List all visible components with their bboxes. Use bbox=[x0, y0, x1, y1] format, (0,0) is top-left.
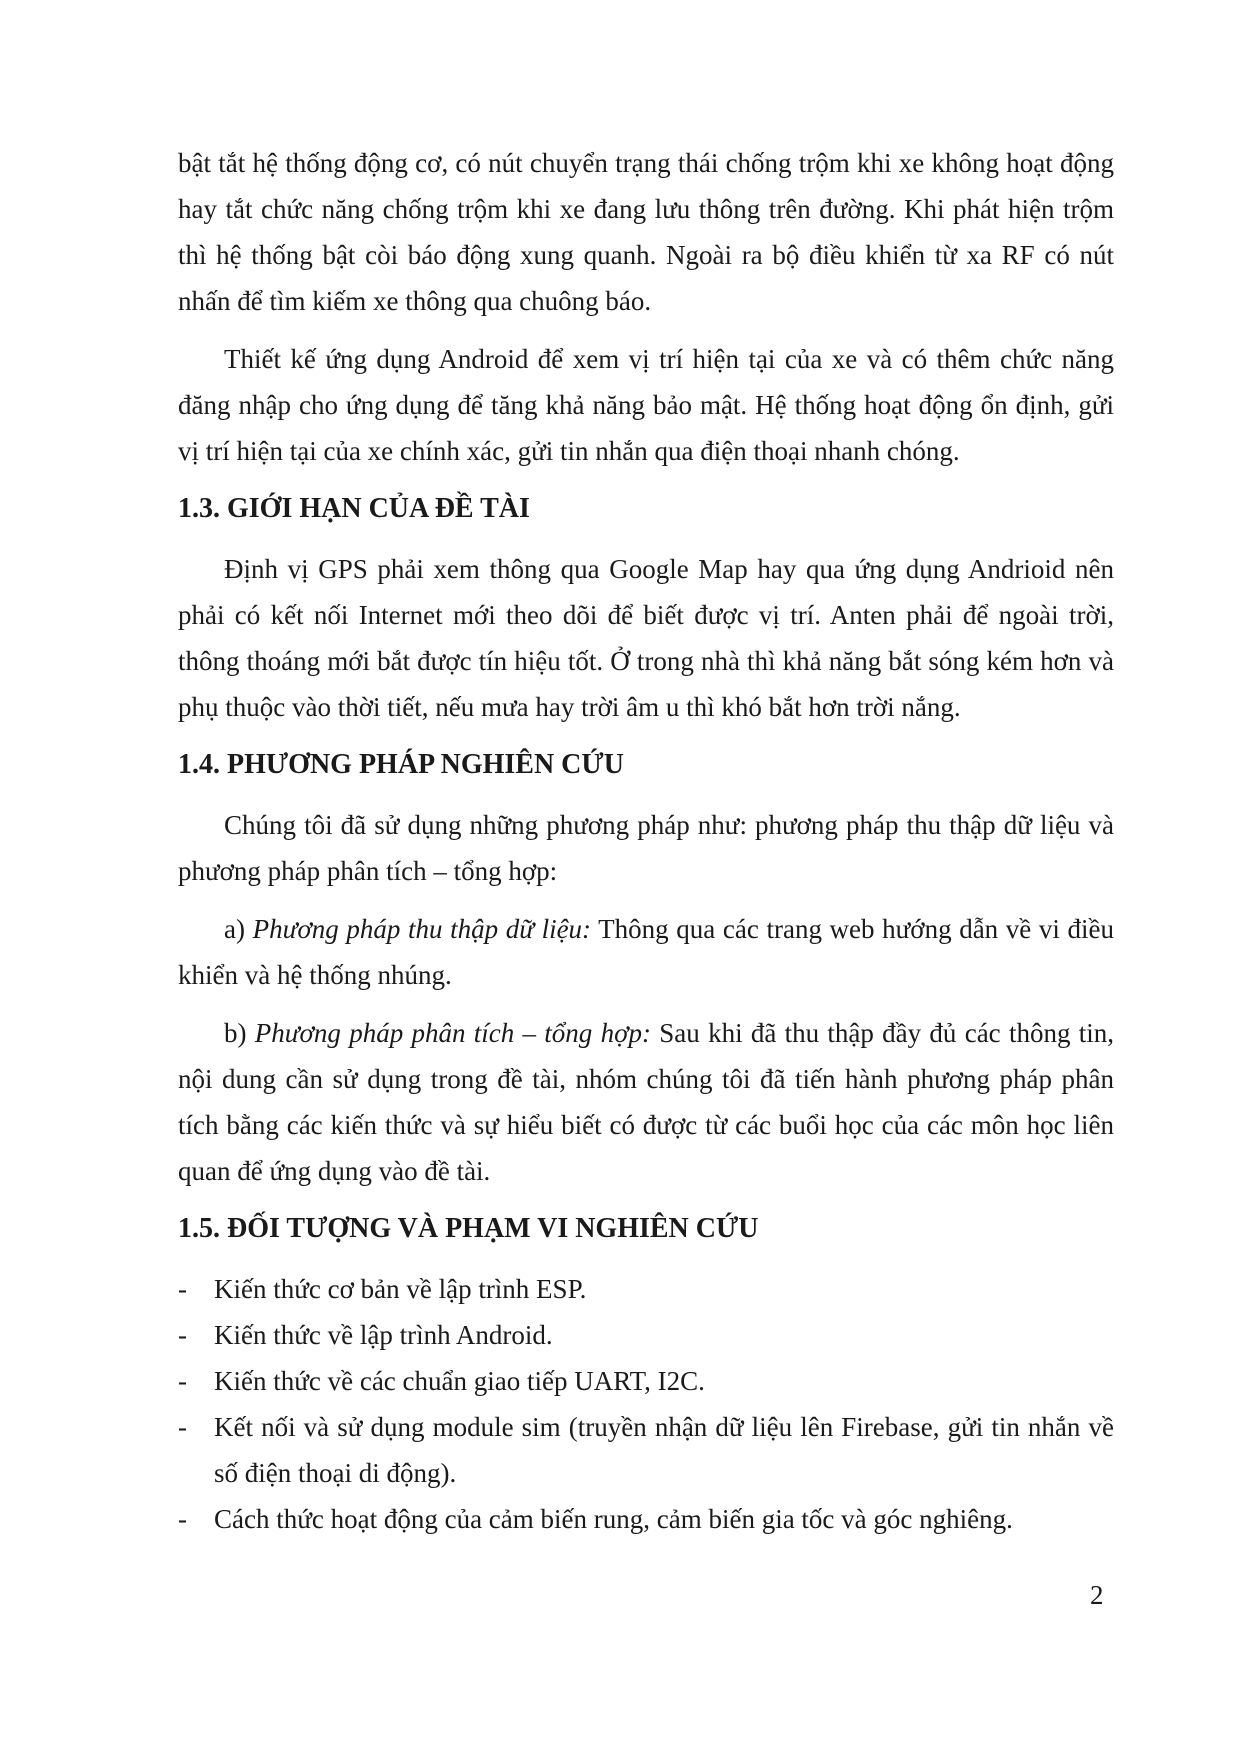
method-b-text: Sau khi đã thu thập đầy đủ các thông tin, nội dung cần sử dụng trong đề tài, nhóm chúng tôi đã tiến hành phương pháp phân tích bằng các kiến thức và sự hiểu biết có được từ các buổi học của các môn học liên quan để ứng dụng vào đề tài. bbox=[178, 1018, 1114, 1186]
method-b-prefix: b) bbox=[224, 1018, 255, 1048]
list-bullet: - bbox=[178, 1320, 187, 1350]
scope-list bbox=[178, 1266, 1114, 1542]
intro-paragraph-2: Thiết kế ứng dụng Android để xem vị trí hiện tại của xe và có thêm chức năng đăng nhập cho ứng dụng để tăng khả năng bảo mật. Hệ thống hoạt động ổn định, gửi vị trí hiện tại của xe chính xác, gửi tin nhắn qua điện thoại nhanh chóng. bbox=[178, 344, 1114, 466]
list-item bbox=[178, 1404, 1114, 1496]
page-number: 2 bbox=[1090, 1580, 1104, 1610]
list-item-text: Cách thức hoạt động của cảm biến rung, cảm biến gia tốc và góc nghiêng. bbox=[214, 1504, 1013, 1534]
list-item bbox=[178, 1358, 1114, 1404]
section-1-4-paragraph: Chúng tôi đã sử dụng những phương pháp như: phương pháp thu thập dữ liệu và phương pháp phân tích – tổng hợp: bbox=[178, 810, 1114, 886]
list-bullet: - bbox=[178, 1412, 187, 1442]
list-bullet: - bbox=[178, 1504, 187, 1534]
section-1-4-heading: 1.4. PHƯƠNG PHÁP NGHIÊN CỨU bbox=[178, 749, 624, 780]
method-a-prefix: a) bbox=[224, 914, 253, 944]
method-a-text: Thông qua các trang web hướng dẫn về vi điều khiển và hệ thống nhúng. bbox=[178, 914, 1115, 990]
section-1-3-paragraph: Định vị GPS phải xem thông qua Google Map hay qua ứng dụng Andrioid nên phải có kết nối Internet mới theo dõi để biết được vị trí. Anten phải để ngoài trời, thông thoáng mới bắt được tín hiệu tốt. Ở trong nhà thì khả năng bắt sóng kém hơn và phụ thuộc vào thời tiết, nếu mưa hay trời âm u thì khó bắt hơn trời nắng. bbox=[178, 554, 1114, 722]
list-item-text: Kết nối và sử dụng module sim (truyền nhận dữ liệu lên Firebase, gửi tin nhắn về số điện thoại di động). bbox=[214, 1412, 1114, 1488]
intro-paragraph-1: bật tắt hệ thống động cơ, có nút chuyển trạng thái chống trộm khi xe không hoạt động hay tắt chức năng chống trộm khi xe đang lưu thông trên đường. Khi phát hiện trộm thì hệ thống bật còi báo động xung quanh. Ngoài ra bộ điều khiển từ xa RF có nút nhấn để tìm kiếm xe thông qua chuông báo. bbox=[178, 148, 1114, 316]
list-item-text: Kiến thức về lập trình Android. bbox=[214, 1320, 553, 1350]
list-item bbox=[178, 1266, 1114, 1312]
list-item-text: Kiến thức cơ bản về lập trình ESP. bbox=[214, 1274, 587, 1304]
method-b-title: Phương pháp phân tích – tổng hợp: bbox=[254, 1018, 651, 1048]
section-1-5-heading: 1.5. ĐỐI TƯỢNG VÀ PHẠM VI NGHIÊN CỨU bbox=[178, 1213, 759, 1244]
list-bullet: - bbox=[178, 1274, 187, 1304]
method-a-paragraph bbox=[178, 906, 1114, 998]
list-item bbox=[178, 1312, 1114, 1358]
list-item bbox=[178, 1496, 1114, 1542]
method-a-title: Phương pháp thu thập dữ liệu: bbox=[252, 914, 592, 944]
list-item-text: Kiến thức về các chuẩn giao tiếp UART, I2C. bbox=[214, 1366, 705, 1396]
page-content bbox=[178, 140, 1114, 1542]
list-bullet: - bbox=[178, 1366, 187, 1396]
method-b-paragraph bbox=[178, 1010, 1114, 1194]
section-1-3-heading: 1.3. GIỚI HẠN CỦA ĐỀ TÀI bbox=[178, 493, 530, 524]
